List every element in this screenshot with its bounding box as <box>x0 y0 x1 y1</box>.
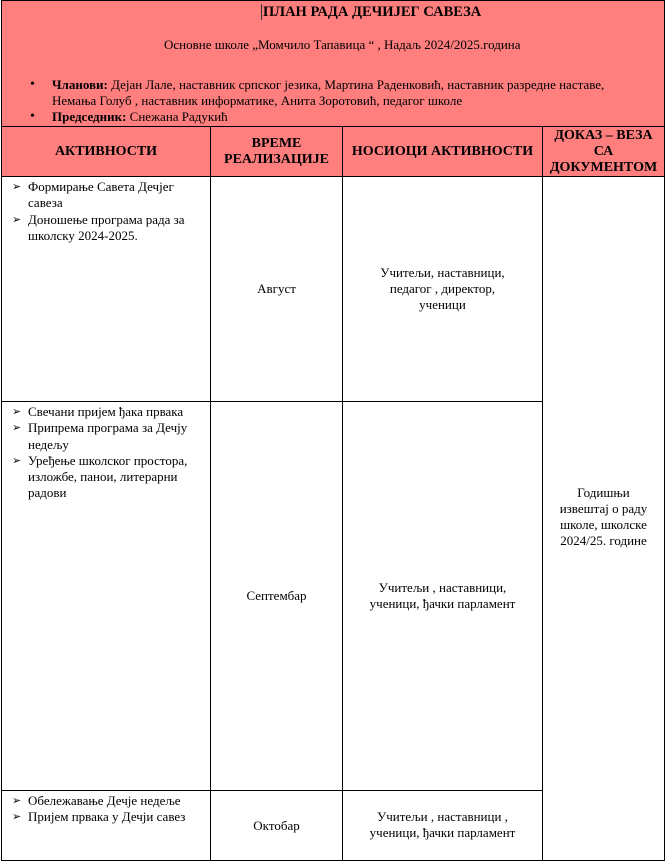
list-item: ➢ Пријем првака у Дечји савез <box>28 809 206 825</box>
column-header-time: ВРЕМЕ РЕАЛИЗАЦИЈЕ <box>211 127 343 177</box>
info-list <box>2 77 622 125</box>
list-item: ➢ Доношење програма рада за школску 2024-2025. <box>28 212 206 245</box>
president-label: Председник: <box>52 109 127 124</box>
column-header-holders: НОСИОЦИ АКТИВНОСТИ <box>343 127 543 177</box>
time-cell: Октобар <box>211 791 343 861</box>
document <box>1 0 664 861</box>
time-cell: Август <box>211 177 343 402</box>
list-item: ➢ Свечани пријем ђака првака <box>28 404 206 420</box>
holders-cell <box>343 177 543 402</box>
column-header-activities: АКТИВНОСТИ <box>2 127 211 177</box>
holders-cell <box>343 791 543 861</box>
activities-cell <box>2 177 211 402</box>
table-row <box>2 177 665 402</box>
members-label: Чланови: <box>52 77 108 92</box>
holders-text: Учитељи, наставници, педагог , директор, ученици <box>380 265 505 312</box>
members-item <box>52 77 622 109</box>
document-title: ПЛАН РАДА ДЕЧИЈЕГ САВЕЗА <box>263 4 482 20</box>
activities-cell <box>2 791 211 861</box>
members-text: Дејан Лале, наставник српског језика, Мартина Раденковић, наставник разредне наставе, Немања Голуб , наставник информатике, Анита Зоротовић, педагог школе <box>52 77 605 108</box>
list-item: ➢ Формирање Савета Дечјег савеза <box>28 179 206 212</box>
evidence-cell <box>543 177 665 861</box>
document-subtitle: Основне школе „Момчило Тапавица “ , Надаљ 2024/2025.година <box>164 37 521 52</box>
time-cell: Септембар <box>211 402 343 791</box>
holders-text: Учитељи , наставници , ученици, ђачки парламент <box>369 809 516 840</box>
holders-text: Учитељи , наставници, ученици, ђачки парламент <box>369 580 516 611</box>
list-item: ➢ Обележавање Дечје недеље <box>28 793 206 809</box>
list-item: ➢ Уређење школског простора, изложбе, панои, литерарни радови <box>28 453 206 502</box>
list-item: ➢ Припрема програма за Дечју недељу <box>28 420 206 453</box>
holders-cell <box>343 402 543 791</box>
header-cell <box>2 1 665 127</box>
president-text: Снежана Радукић <box>126 109 228 124</box>
activities-cell <box>2 402 211 791</box>
column-header-evidence: ДОКАЗ – ВЕЗА СА ДОКУМЕНТОМ <box>543 127 665 177</box>
evidence-text: Годишњи извештај о раду школе, школске 2024/25. године <box>559 485 648 548</box>
president-item <box>52 109 622 125</box>
plan-table <box>1 0 665 861</box>
